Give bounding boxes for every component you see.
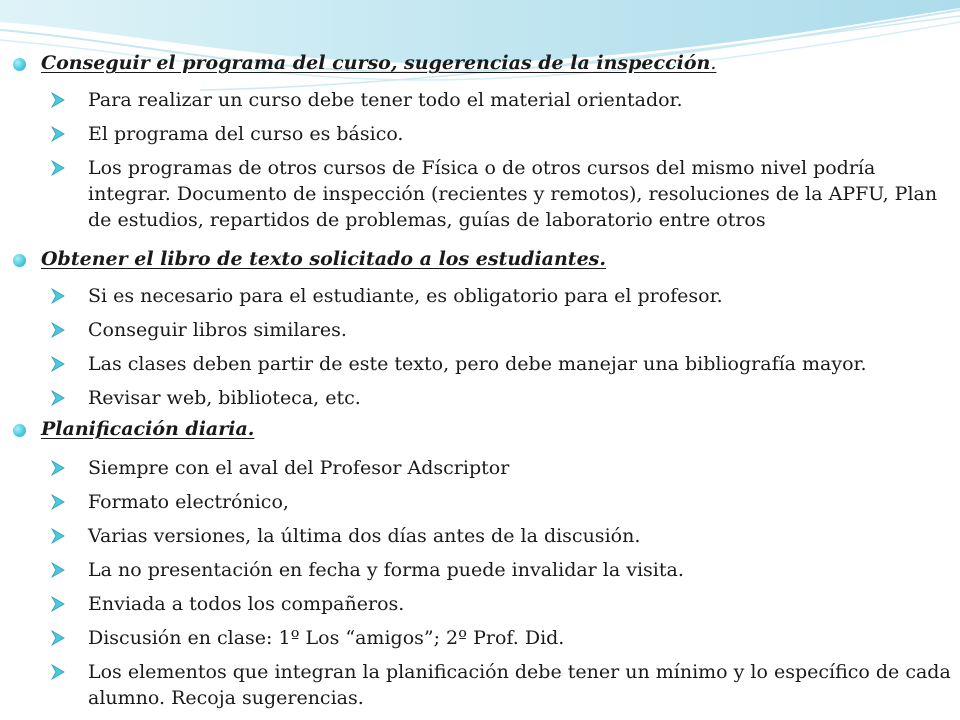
list-item: Conseguir libros similares. xyxy=(88,319,347,341)
arrow-bullet-icon xyxy=(50,390,66,406)
section-title-programa: Conseguir el programa del curso, sugerencias de la inspección. xyxy=(41,52,717,74)
list-item: Para realizar un curso debe tener todo el material orientador. xyxy=(88,89,683,111)
arrow-bullet-icon xyxy=(50,126,66,142)
arrow-bullet-icon xyxy=(50,356,66,372)
arrow-bullet-icon xyxy=(50,160,66,176)
arrow-bullet-icon xyxy=(50,92,66,108)
arrow-bullet-icon xyxy=(50,494,66,510)
list-item: Los elementos que integran la planificación debe tener un mínimo y lo específico de cada alumno. Recoja sugerencias. xyxy=(88,661,951,709)
arrow-bullet-icon xyxy=(50,322,66,338)
arrow-bullet-icon xyxy=(50,596,66,612)
list-item: Los programas de otros cursos de Física o de otros cursos del mismo nivel podría integrar. Documento de inspección (recientes y remotos), resoluciones de la APFU, Plan de estudios, repartidos de problemas, guías de laboratorio entre otros xyxy=(88,157,938,231)
list-item: Discusión en clase: 1º Los “amigos”; 2º Prof. Did. xyxy=(88,627,565,649)
list-item: Siempre con el aval del Profesor Adscriptor xyxy=(88,457,510,479)
arrow-bullet-icon xyxy=(50,664,66,680)
list-item: El programa del curso es básico. xyxy=(88,123,404,145)
arrow-bullet-icon xyxy=(50,460,66,476)
arrow-bullet-icon xyxy=(50,528,66,544)
bullet-dot-icon xyxy=(13,254,26,267)
list-item: La no presentación en fecha y forma puede invalidar la visita. xyxy=(88,559,684,581)
list-item: Varias versiones, la última dos días antes de la discusión. xyxy=(88,525,641,547)
list-item: Las clases deben partir de este texto, pero debe manejar una bibliografía mayor. xyxy=(88,353,867,375)
list-item: Formato electrónico, xyxy=(88,491,289,513)
list-item: Enviada a todos los compañeros. xyxy=(88,593,405,615)
list-item: Si es necesario para el estudiante, es obligatorio para el profesor. xyxy=(88,285,723,307)
bullet-dot-icon xyxy=(13,58,26,71)
arrow-bullet-icon xyxy=(50,288,66,304)
section-title-libro: Obtener el libro de texto solicitado a los estudiantes. xyxy=(41,248,606,270)
section-title-planificacion: Planificación diaria. xyxy=(41,418,255,440)
arrow-bullet-icon xyxy=(50,630,66,646)
arrow-bullet-icon xyxy=(50,562,66,578)
bullet-dot-icon xyxy=(13,424,26,437)
list-item: Revisar web, biblioteca, etc. xyxy=(88,387,361,409)
